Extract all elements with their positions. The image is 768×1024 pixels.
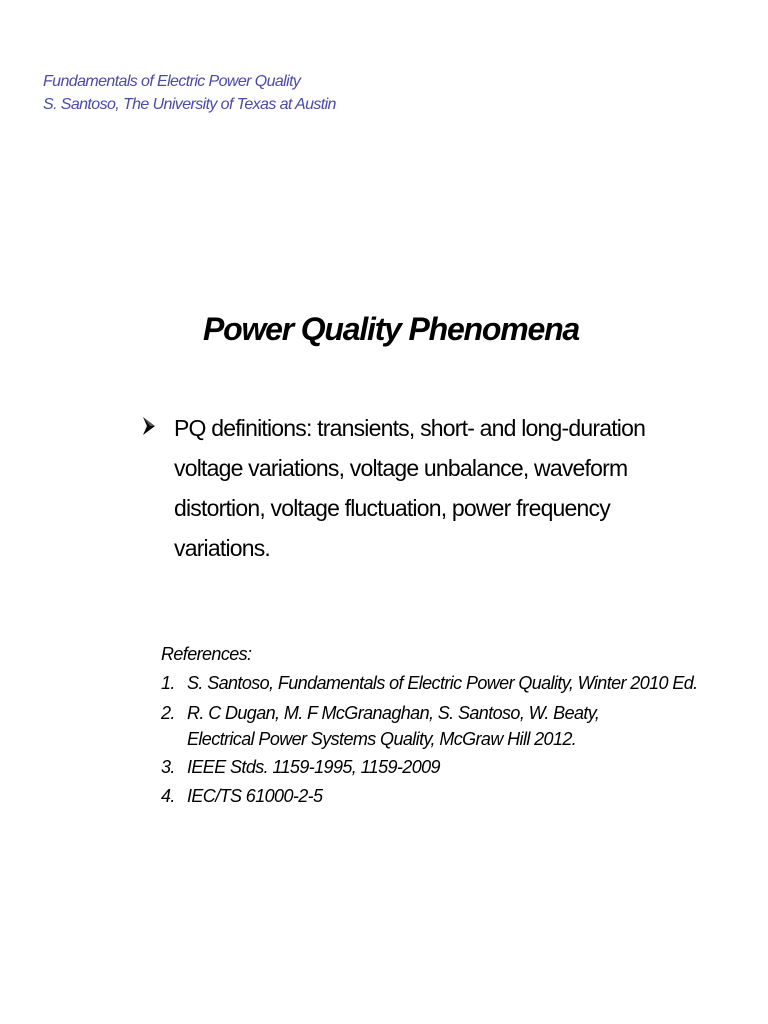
- references-heading: References:: [161, 644, 252, 664]
- reference-text: IEC/TS 61000-2-5: [187, 786, 323, 806]
- header-author-affiliation: S. Santoso, The University of Texas at Austin: [43, 96, 336, 113]
- arrowhead-bullet-icon: [142, 416, 156, 436]
- references-section: [161, 640, 698, 811]
- reference-number: 2.: [161, 703, 175, 723]
- bullet-text: [174, 408, 645, 568]
- bullet-line: variations.: [174, 535, 271, 561]
- reference-text: IEEE Stds. 1159-1995, 1159-2009: [187, 757, 440, 777]
- reference-text: Electrical Power Systems Quality, McGraw Hill 2012.: [187, 729, 577, 749]
- slide-header: [43, 70, 336, 116]
- reference-number: 1.: [161, 673, 175, 693]
- slide-title: Power Quality Phenomena: [202, 311, 580, 347]
- reference-item: [161, 782, 698, 811]
- reference-text: S. Santoso, Fundamentals of Electric Power Quality, Winter 2010 Ed.: [187, 673, 698, 693]
- reference-number: 3.: [161, 757, 175, 777]
- reference-item: [161, 669, 698, 698]
- reference-item: [161, 753, 698, 782]
- reference-number: 4.: [161, 786, 175, 806]
- bullet-line: voltage variations, voltage unbalance, waveform: [174, 455, 628, 481]
- bullet-line: distortion, voltage fluctuation, power frequency: [174, 495, 610, 521]
- bullet-line: PQ definitions: transients, short- and long-duration: [174, 415, 646, 441]
- header-course-title: Fundamentals of Electric Power Quality: [43, 73, 301, 90]
- reference-item: [161, 698, 698, 753]
- reference-text: R. C Dugan, M. F McGranaghan, S. Santoso, W. Beaty,: [187, 703, 600, 723]
